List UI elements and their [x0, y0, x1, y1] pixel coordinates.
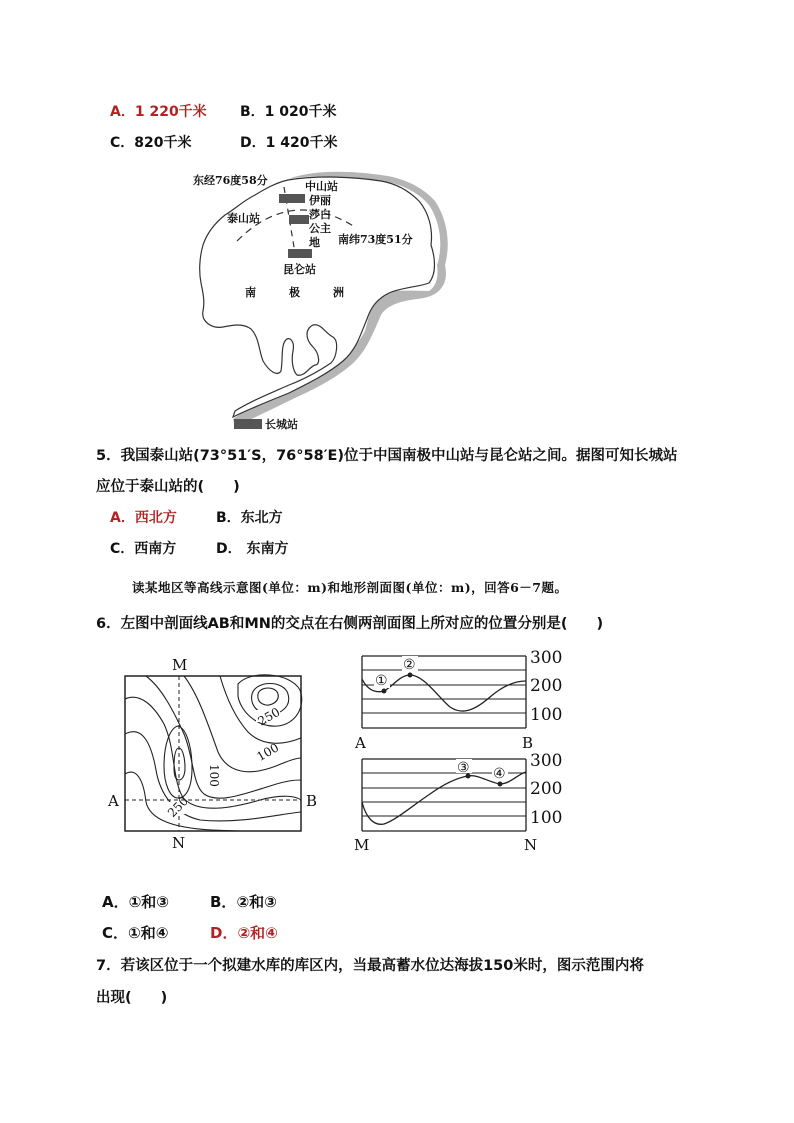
label-m: M — [172, 656, 188, 674]
contour-label-250-bottom: 250 — [164, 793, 192, 821]
princess-label-4: 地 — [309, 236, 320, 249]
marker-1-point — [382, 689, 387, 694]
marker-3-label: ③ — [457, 760, 470, 776]
profile-mn — [350, 748, 570, 856]
q5-option-c[interactable] — [110, 538, 176, 558]
profile-ab — [350, 645, 570, 753]
label-a: A — [108, 792, 119, 810]
marker-1-label: ① — [375, 673, 388, 689]
contour-map — [100, 654, 330, 854]
q5-option-a-letter: A． — [110, 510, 135, 526]
q6-option-a[interactable] — [102, 891, 169, 912]
tick-100: 100 — [530, 808, 563, 828]
q4-option-d-text: 1 420千米 — [265, 135, 338, 151]
changcheng-station-marker — [234, 419, 262, 429]
label-a: A — [355, 734, 366, 752]
q4-option-d-letter: D． — [240, 135, 266, 151]
q6-option-c[interactable] — [102, 922, 168, 943]
q4-option-b[interactable] — [240, 101, 337, 121]
marker-2-point — [408, 673, 413, 678]
marker-4-point — [498, 782, 503, 787]
meridian-label: 东经76度58分 — [193, 174, 268, 187]
label-b: B — [306, 792, 318, 810]
zhongshan-label: 中山站 — [305, 180, 338, 193]
q5-option-d-letter: D． — [216, 541, 242, 557]
q5-option-c-text: 西南方 — [134, 541, 177, 557]
q5-stem-line2: 应位于泰山站的( ) — [96, 479, 240, 495]
princess-label-3: 公主 — [309, 222, 331, 235]
princess-label-1: 伊丽 — [309, 194, 331, 207]
q5-option-b[interactable] — [216, 507, 283, 527]
q7-stem-line2: 出现( ) — [96, 990, 168, 1006]
changcheng-label: 长城站 — [265, 418, 298, 431]
tick-200: 200 — [530, 779, 563, 799]
parallel-label: 南纬73度51分 — [338, 233, 413, 246]
zhongshan-station-marker — [279, 194, 305, 203]
label-m: M — [354, 836, 370, 854]
q6-option-b[interactable] — [210, 891, 277, 912]
marker-4-label: ④ — [493, 766, 506, 782]
q5-option-b-text: 东北方 — [240, 510, 283, 526]
tick-100: 100 — [530, 705, 563, 725]
tick-200: 200 — [530, 676, 563, 696]
contour-label-250-top: 250 — [255, 704, 283, 729]
kunlun-station-marker — [288, 249, 312, 258]
tick-300: 300 — [530, 648, 563, 668]
kunlun-label: 昆仑站 — [283, 263, 316, 276]
label-n: N — [524, 836, 538, 854]
q6-option-d-text: ②和④ — [237, 924, 278, 942]
q6-option-b-letter: B． — [210, 893, 237, 911]
q4-option-a-text: 1 220千米 — [134, 104, 207, 120]
continent-label-2: 极 — [289, 286, 300, 299]
q6-option-c-text: ①和④ — [128, 924, 169, 942]
q4-option-a[interactable] — [110, 101, 207, 121]
marker-2-label: ② — [403, 657, 416, 673]
q6-stem: 6．左图中剖面线AB和MN的交点在右侧两剖面图上所对应的位置分别是( ) — [96, 616, 604, 632]
continent-label-3: 洲 — [333, 286, 344, 299]
q6-option-b-text: ②和③ — [236, 893, 277, 911]
tick-300: 300 — [530, 751, 563, 771]
q5-option-a[interactable] — [110, 507, 177, 527]
q6-option-a-letter: A． — [102, 893, 129, 911]
q4-option-c-text: 820千米 — [134, 135, 192, 151]
continent-label-1: 南 — [245, 286, 256, 299]
q5-option-d-text: 东南方 — [241, 541, 289, 557]
contour-label-100-mid: 100 — [254, 740, 282, 764]
q4-option-d[interactable] — [240, 132, 337, 152]
q4-option-c-letter: C． — [110, 135, 135, 151]
q6-option-a-text: ①和③ — [128, 893, 170, 911]
q6-option-d[interactable] — [210, 922, 278, 943]
q5-stem-line1: 5．我国泰山站(73°51′S，76°58′E)位于中国南极中山站与昆仑站之间。据图可知长城站 — [96, 448, 678, 464]
q5-option-a-text: 西北方 — [134, 510, 177, 526]
contour-label-100-left: 100 — [207, 764, 221, 787]
q4-option-b-letter: B． — [240, 104, 265, 120]
q4-option-b-text: 1 020千米 — [264, 104, 337, 120]
label-b: B — [522, 734, 534, 752]
q7-stem-line1: 7．若该区位于一个拟建水库的库区内，当最高蓄水位达海拔150米时，图示范围内将 — [96, 958, 644, 974]
q6-7-intro: 读某地区等高线示意图(单位：m)和地形剖面图(单位：m)，回答6－7题。 — [132, 580, 568, 595]
q4-option-c[interactable] — [110, 132, 192, 152]
princess-label-2: 莎白 — [309, 208, 331, 221]
antarctica-map — [185, 165, 455, 435]
q6-option-c-letter: C． — [102, 924, 129, 942]
label-n: N — [172, 834, 186, 852]
q5-option-b-letter: B． — [216, 510, 241, 526]
taishan-station-marker — [289, 215, 309, 224]
q5-option-c-letter: C． — [110, 541, 135, 557]
q4-option-a-letter: A． — [110, 104, 135, 120]
taishan-label: 泰山站 — [227, 212, 260, 225]
q6-option-d-letter: D． — [210, 924, 238, 942]
q5-option-d[interactable] — [216, 538, 289, 558]
